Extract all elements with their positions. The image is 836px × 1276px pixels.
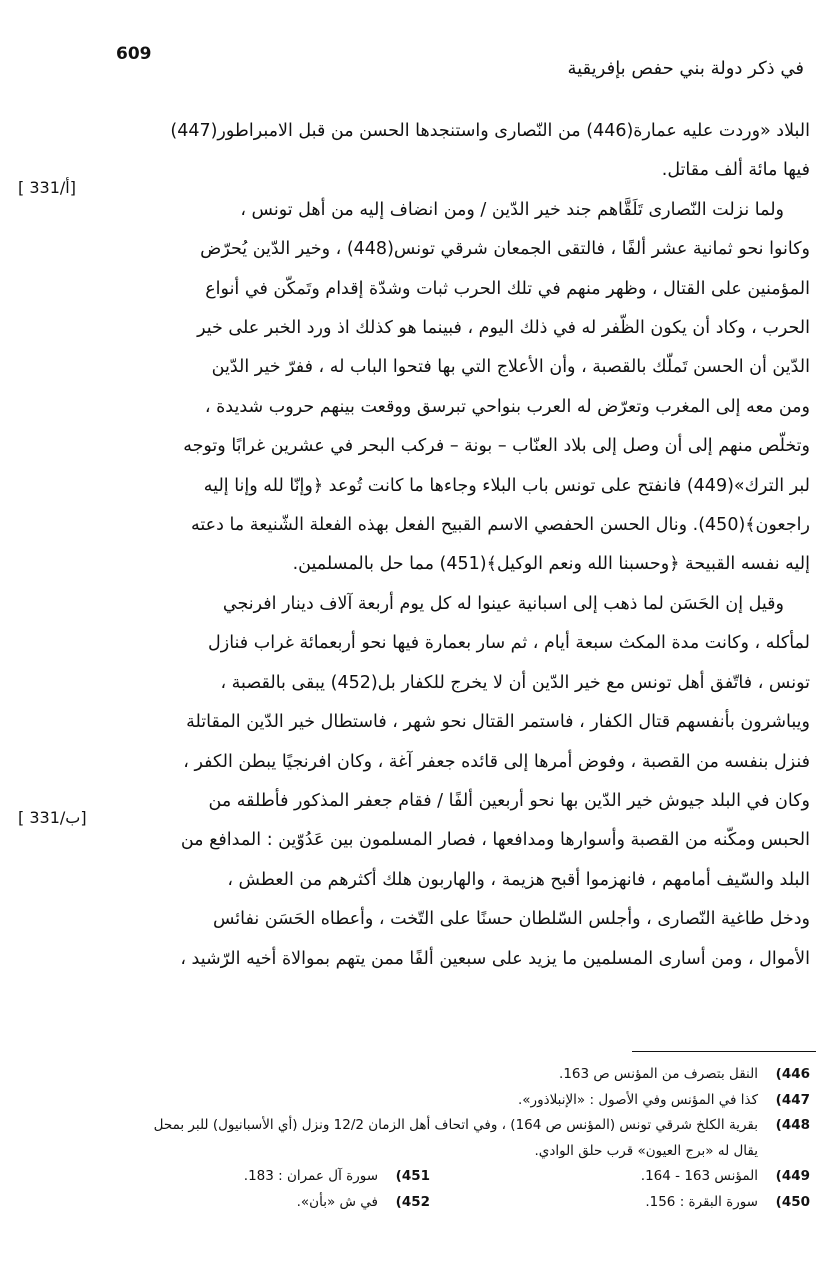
text-line: الأموال ، ومن أسارى المسلمين ما يزيد على سبعين ألفًا ممن يتهم بموالاة أخيه الرّشيد ، [180,948,810,969]
text-line: الحبس ومكّنه من القصبة وأسوارها ومدافعها ، فصار المسلمون بين عَدُوّين : المدافع من [180,830,810,851]
text-line: تونس ، فاتّفق أهل تونس مع خير الدّين أن لا يخرج للكفار بل(452) يبقى بالقصبة ، [220,672,810,693]
text-line: الدّين أن الحسن تَملّك بالقصبة ، وأن الأعلاج التي بها فتحوا الباب له ، ففرّ خير الدّين [211,357,810,378]
text-line: فنزل بنفسه من القصبة ، وفوض أمرها إلى قائده جعفر آغة ، وكان افرنجيًا يبطن الكفر ، [183,751,810,772]
footnote [50,1190,430,1216]
footnote-text: في ش «بأن». [296,1193,378,1210]
margin-note-folio-a: [ 331/أ] [18,178,76,197]
text-line: راجعون﴾(450). ونال الحسن الحفصي الاسم القبيح الفعل بهذه الفعلة الشّنيعة ما دعته [191,515,810,536]
text-line: إليه نفسه القبيحة ﴿وحسبنا الله ونعم الوكيل﴾(451) مما حل بالمسلمين. [292,554,810,575]
text-line: لبر الترك»(449) فانفتح على تونس باب البلاء وجاءها ما كانت تُوعد ﴿وإنّا لله وإنا إليه [203,475,810,496]
text-line: ومن معه إلى المغرب وتعرّض له العرب بنواحي تبرسق ووقعت بينهم حروب شديدة ، [204,396,810,417]
text-line: الحرب ، وكاد أن يكون الظّفر له في ذلك اليوم ، فبينما هو كذلك اذ ورد الخبر على خير [197,318,810,339]
footnotes [50,1062,810,1215]
footnote-number: 450) [775,1193,810,1210]
footnote [50,1113,810,1139]
footnote-number: 447) [775,1091,810,1108]
margin-note-folio-b: [ 331/ب] [18,808,87,827]
footnote [430,1190,810,1216]
footnote [50,1088,810,1114]
text-line: وكانوا نحو ثمانية عشر ألفًا ، فالتقى الجمعان شرقي تونس(448) ، وخير الدّين يُحرّض [200,239,810,260]
text-line: البلاد «وردت عليه عمارة(446) من النّصارى واستنجدها الحسن من قبل الامبراطور(447) [170,121,810,141]
footnote-text: سورة آل عمران : 183. [243,1168,378,1184]
footnote [430,1164,810,1190]
footnote [50,1062,810,1088]
text-line: وقيل إن الحَسَن لما ذهب إلى اسبانية عينوا له كل يوم أربعة آلاف دينار افرنجي [222,593,784,614]
footnote-text: سورة البقرة : 156. [645,1193,758,1210]
footnote [50,1164,430,1190]
text-line: ودخل طاغية النّصارى ، وأجلس السّلطان حسنًا على التّخت ، وأعطاه الحَسَن نفائس [212,909,810,930]
main-text [110,112,810,979]
text-line: ويباشرون بأنفسهم قتال الكفار ، فاستمر القتال نحو شهر ، فاستطال خير الدّين المقاتلة [186,712,810,733]
footnote-row [50,1190,810,1216]
footnote-text: المؤنس 163 - 164. [640,1168,758,1184]
footnote-number: 446) [775,1066,810,1082]
text-line: وكان في البلد جيوش خير الدّين بها نحو أربعين ألفًا / فقام جعفر المذكور فأطلقه من [208,790,810,811]
footnote-text: كذا في المؤنس وفي الأصول : «الإنبلاذور». [518,1091,758,1108]
page-number: 609 [116,44,152,64]
text-line: لمأكله ، وكانت مدة المكث سبعة أيام ، ثم سار بعمارة فيها نحو أربعمائة غراب فنازل [208,633,810,654]
footnote-text: النقل بتصرف من المؤنس ص 163. [559,1066,758,1082]
footnote-continuation: يقال له «برج العيون» قرب حلق الوادي. [534,1142,758,1159]
text-line: فيها مائة ألف مقاتل. [661,160,810,181]
text-line: المؤمنين على القتال ، وظهر منهم في تلك الحرب ثبات وشدّة إقدام وتَمكّن في أنواع [205,278,810,299]
footnote-divider [632,1051,816,1052]
text-line: البلد والسّيف أمامهم ، فانهزموا أقبح هزيمة ، والهاربون هلك أكثرهم من العطش ، [227,869,810,890]
footnote-row [50,1164,810,1190]
footnote-number: 452) [395,1193,430,1210]
footnote-number: 451) [395,1168,430,1184]
text-line: ولما نزلت النّصارى تَلَقَّاهم جند خير الدّين / ومن انضاف إليه من أهل تونس ، [240,199,784,220]
text-line: وتخلّص منهم إلى أن وصل إلى بلاد العنّاب – بونة – فركب البحر في عشرين غرابًا وتوجه [183,436,810,457]
footnote-number: 449) [775,1168,810,1184]
footnote-number: 448) [775,1117,810,1133]
footnote-text: بقرية الكلخ شرقي تونس (المؤنس ص 164) ، وفي اتحاف أهل الزمان 12/2 ونزل (أي الأسبانيول) للبر بمحل [153,1117,758,1133]
running-title: في ذكر دولة بني حفص بإفريقية [567,58,804,79]
